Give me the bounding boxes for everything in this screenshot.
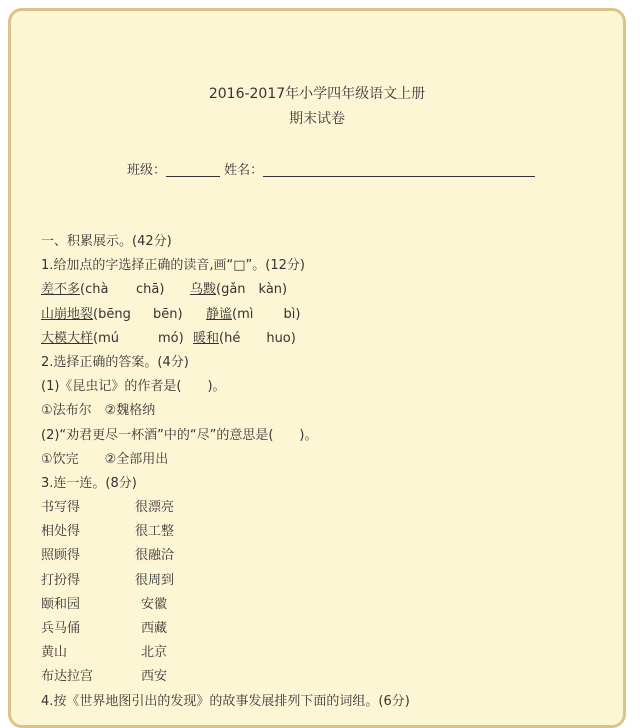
question-4: 4.按《世界地图引出的发现》的故事发展排列下面的词组。(6分): [41, 693, 410, 709]
match-left: 照顾得: [41, 548, 81, 564]
class-blank: [166, 162, 220, 177]
match-right: 西藏: [141, 621, 168, 636]
class-label: 班级：: [127, 163, 167, 178]
name-label: 姓名：: [224, 163, 264, 178]
q1-row: [41, 327, 410, 351]
q1-word-a: 山崩地裂: [41, 306, 94, 322]
q1-choice-a1: (chà: [80, 282, 109, 298]
match-right: 很融洽: [135, 548, 175, 564]
section-heading: 一、积累展示。(42分): [41, 234, 172, 249]
match-left: 颐和园: [41, 596, 81, 612]
match-pair: [41, 617, 410, 641]
question-2-2: (2)“劝君更尽一杯酒”中的“尽”的意思是( )。: [41, 427, 318, 443]
name-blank: [263, 162, 535, 177]
question-list: [41, 230, 410, 714]
match-pair: [41, 665, 410, 689]
match-left: 书写得: [41, 500, 81, 516]
q1-word-a: 差不多: [41, 282, 81, 298]
match-left: 布达拉宫: [41, 669, 94, 685]
q1-choice-b: (gǎn kàn): [216, 282, 288, 298]
question-2: 2.选择正确的答案。(4分): [41, 354, 189, 370]
match-pair: [41, 520, 410, 544]
q1-choice-a2: chā): [136, 282, 165, 298]
match-right: 很周到: [135, 572, 175, 588]
match-right: 很漂亮: [135, 500, 175, 516]
question-1: 1.给加点的字选择正确的读音,画“□”。(12分): [41, 258, 305, 274]
student-info-line: [127, 159, 535, 178]
match-left: 相处得: [41, 524, 81, 540]
match-pair: [41, 544, 410, 568]
match-right: 安徽: [141, 596, 168, 612]
q1-choice-b: (hé huo): [219, 330, 296, 346]
match-pair: [41, 641, 410, 665]
exam-title: 2016-2017年小学四年级语文上册: [208, 86, 426, 102]
q1-choice-a1: (bēng: [93, 306, 131, 322]
q1-row: [41, 303, 410, 327]
question-2-2-options: ①饮完 ②全部用出: [41, 451, 169, 467]
exam-paper: [8, 8, 626, 728]
match-pair: [41, 593, 410, 617]
question-3: 3.连一连。(8分): [41, 475, 137, 491]
exam-subtitle: 期末试卷: [289, 111, 345, 127]
match-right: 很工整: [135, 524, 175, 540]
q1-word-b: 静谧: [206, 306, 233, 322]
q1-word-b: 暖和: [193, 330, 220, 346]
match-pair: [41, 496, 410, 520]
match-left: 黄山: [41, 645, 68, 661]
match-pair: [41, 569, 410, 593]
match-right: 西安: [141, 669, 168, 685]
match-left: 兵马俑: [41, 621, 81, 636]
q1-choice-a2: mó): [158, 330, 184, 346]
q1-word-b: 乌黢: [190, 282, 217, 298]
question-2-1-options: ①法布尔 ②魏格纳: [41, 403, 156, 419]
match-left: 打扮得: [41, 572, 81, 588]
question-2-1: (1)《昆虫记》的作者是( )。: [41, 379, 226, 395]
q1-row: [41, 278, 410, 302]
q1-choice-a2: bēn): [153, 306, 183, 322]
q1-choice-b: (mì bì): [232, 306, 301, 322]
q1-word-a: 大模大样: [41, 330, 94, 346]
q1-choice-a1: (mú: [93, 330, 119, 346]
match-right: 北京: [141, 645, 168, 661]
